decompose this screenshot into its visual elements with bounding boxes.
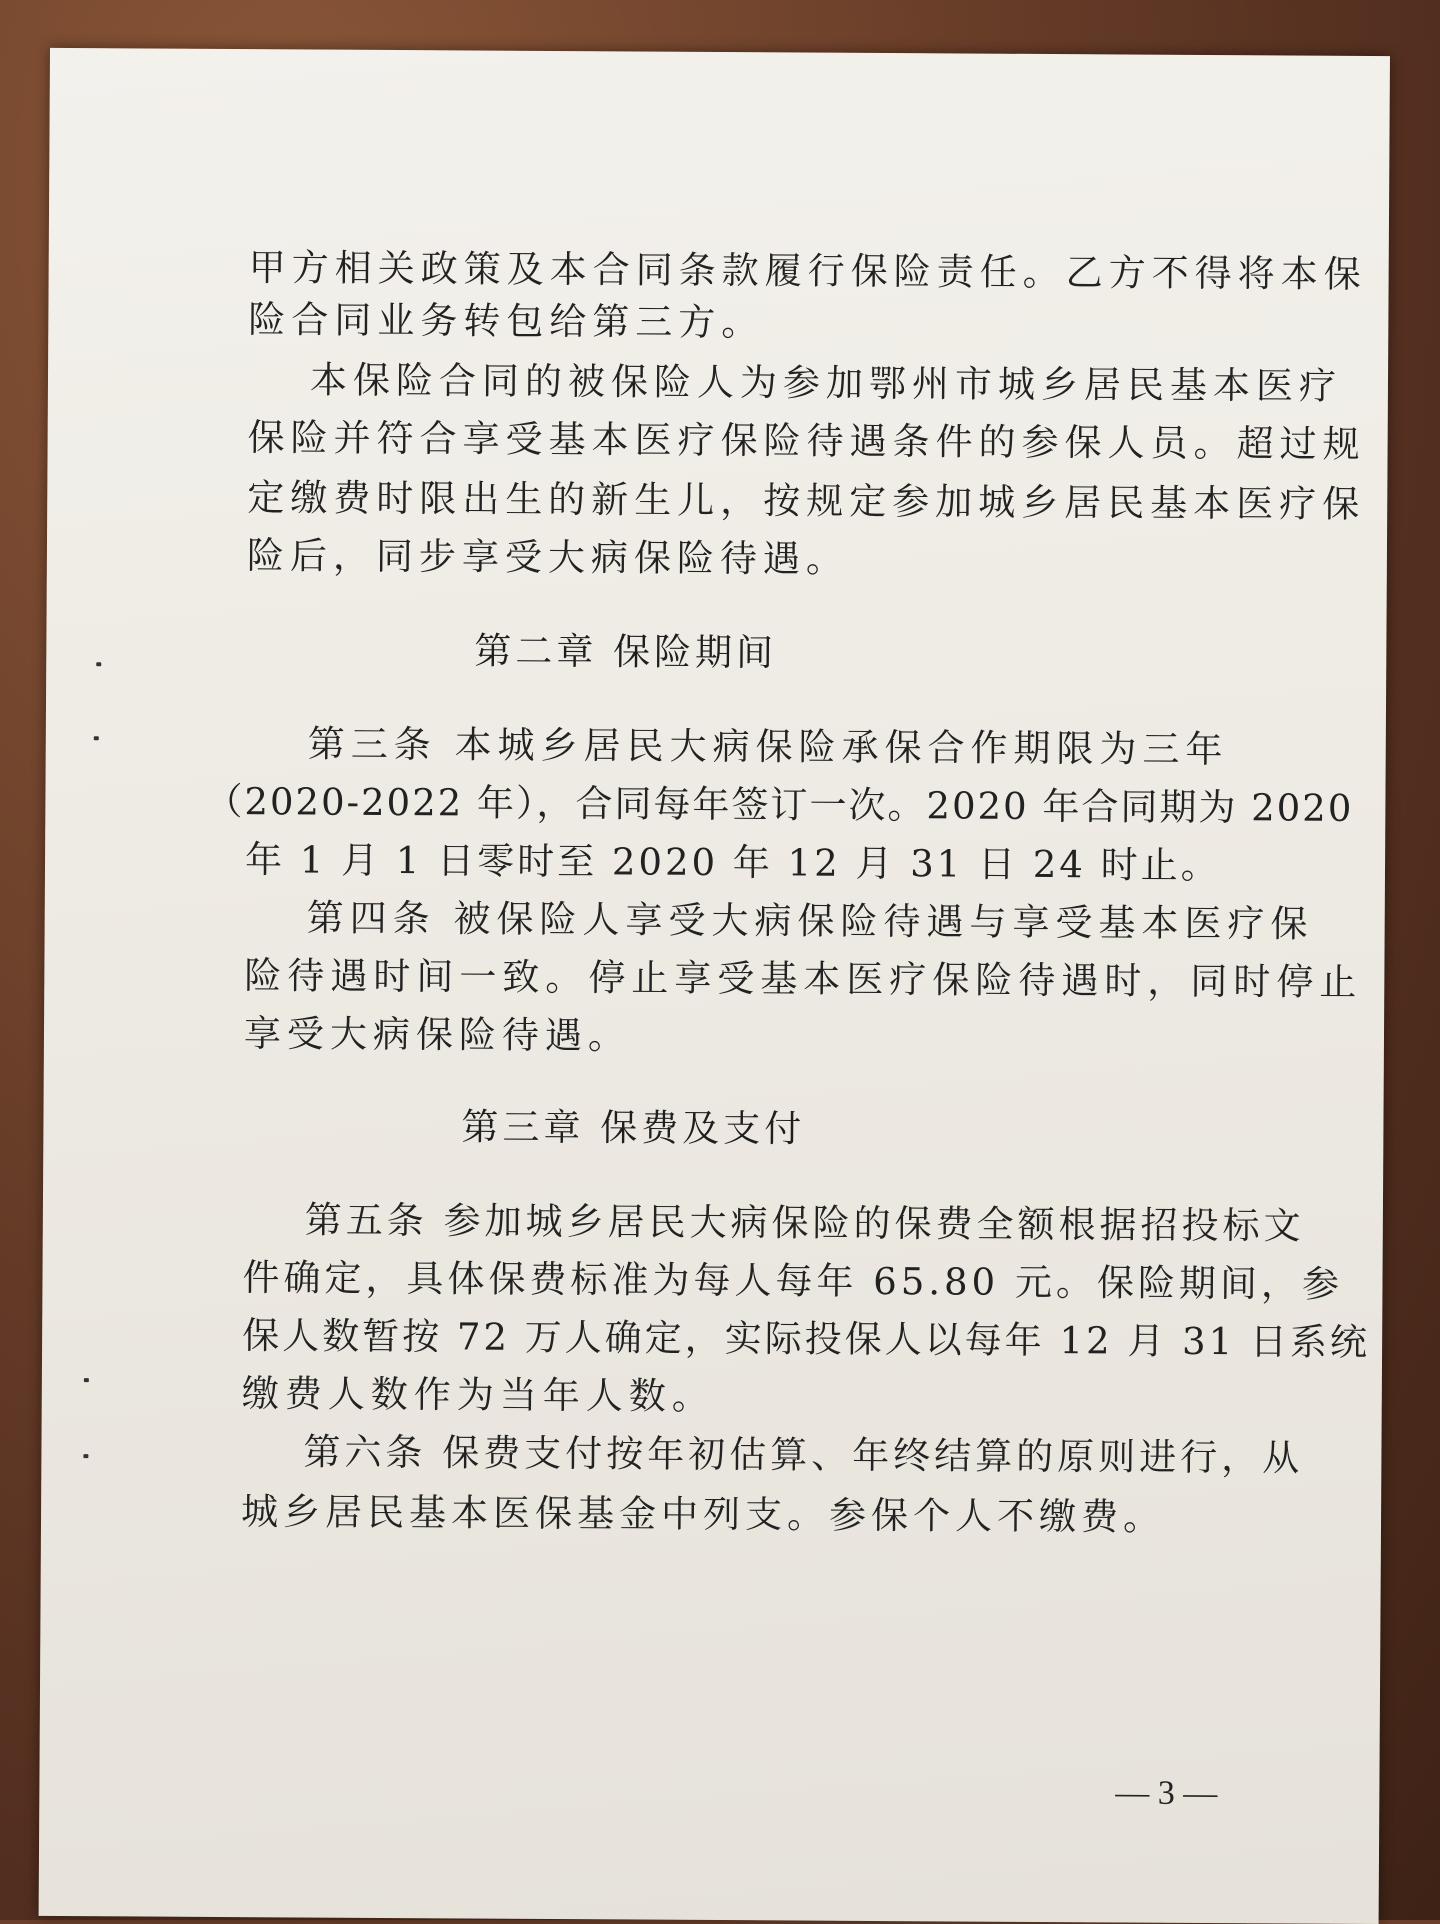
punch-mark xyxy=(83,1454,88,1458)
body-line: 险后，同步享受大病保险待遇。 xyxy=(246,534,850,581)
body-line: 第三条 本城乡居民大病保险承保合作期限为三年 xyxy=(307,722,1229,772)
document-page xyxy=(39,48,1390,1924)
body-line: 险合同业务转包给第三方。 xyxy=(248,298,765,345)
body-line: 第五条 参加城乡居民大病保险的保费全额根据招投标文 xyxy=(304,1198,1305,1248)
body-line: 定缴费时限出生的新生儿，按规定参加城乡居民基本医疗保 xyxy=(247,476,1366,526)
body-line: 城乡居民基本医保基金中列支。参保个人不缴费。 xyxy=(240,1490,1166,1539)
punch-mark xyxy=(96,662,101,666)
body-line: 第六条 保费支付按年初估算、年终结算的原则进行，从 xyxy=(303,1430,1304,1480)
punch-mark xyxy=(84,1378,89,1382)
punch-mark xyxy=(94,736,99,740)
body-line: 甲方相关政策及本合同条款履行保险责任。乙方不得将本保 xyxy=(248,246,1367,296)
body-line: 本保险合同的被保险人为参加鄂州市城乡居民基本医疗 xyxy=(309,358,1343,408)
page-number: — 3 — xyxy=(1115,1774,1218,1813)
body-line: 保险并符合享受基本医疗保险待遇条件的参保人员。超过规 xyxy=(247,416,1366,466)
body-line: （2020-2022 年），合同每年签订一次。2020 年合同期为 2020 xyxy=(205,779,1354,830)
body-line: 险待遇时间一致。停止享受基本医疗保险待遇时，同时停止 xyxy=(244,954,1363,1004)
body-line: 缴费人数作为当年人数。 xyxy=(241,1372,715,1418)
body-line: 年 1 月 1 日零时至 2020 年 12 月 31 日 24 时止。 xyxy=(244,838,1221,888)
body-line: 享受大病保险待遇。 xyxy=(243,1012,632,1058)
chapter-heading: 第三章 保费及支付 xyxy=(461,1105,806,1151)
body-line: 第四条 被保险人享受大病保险待遇与享受基本医疗保 xyxy=(306,896,1314,946)
body-line: 保人数暂按 72 万人确定，实际投保人以每年 12 月 31 日系统 xyxy=(242,1314,1371,1364)
body-line: 件确定，具体保费标准为每人每年 65.80 元。保险期间，参 xyxy=(242,1256,1344,1306)
chapter-heading: 第二章 保险期间 xyxy=(474,629,778,675)
